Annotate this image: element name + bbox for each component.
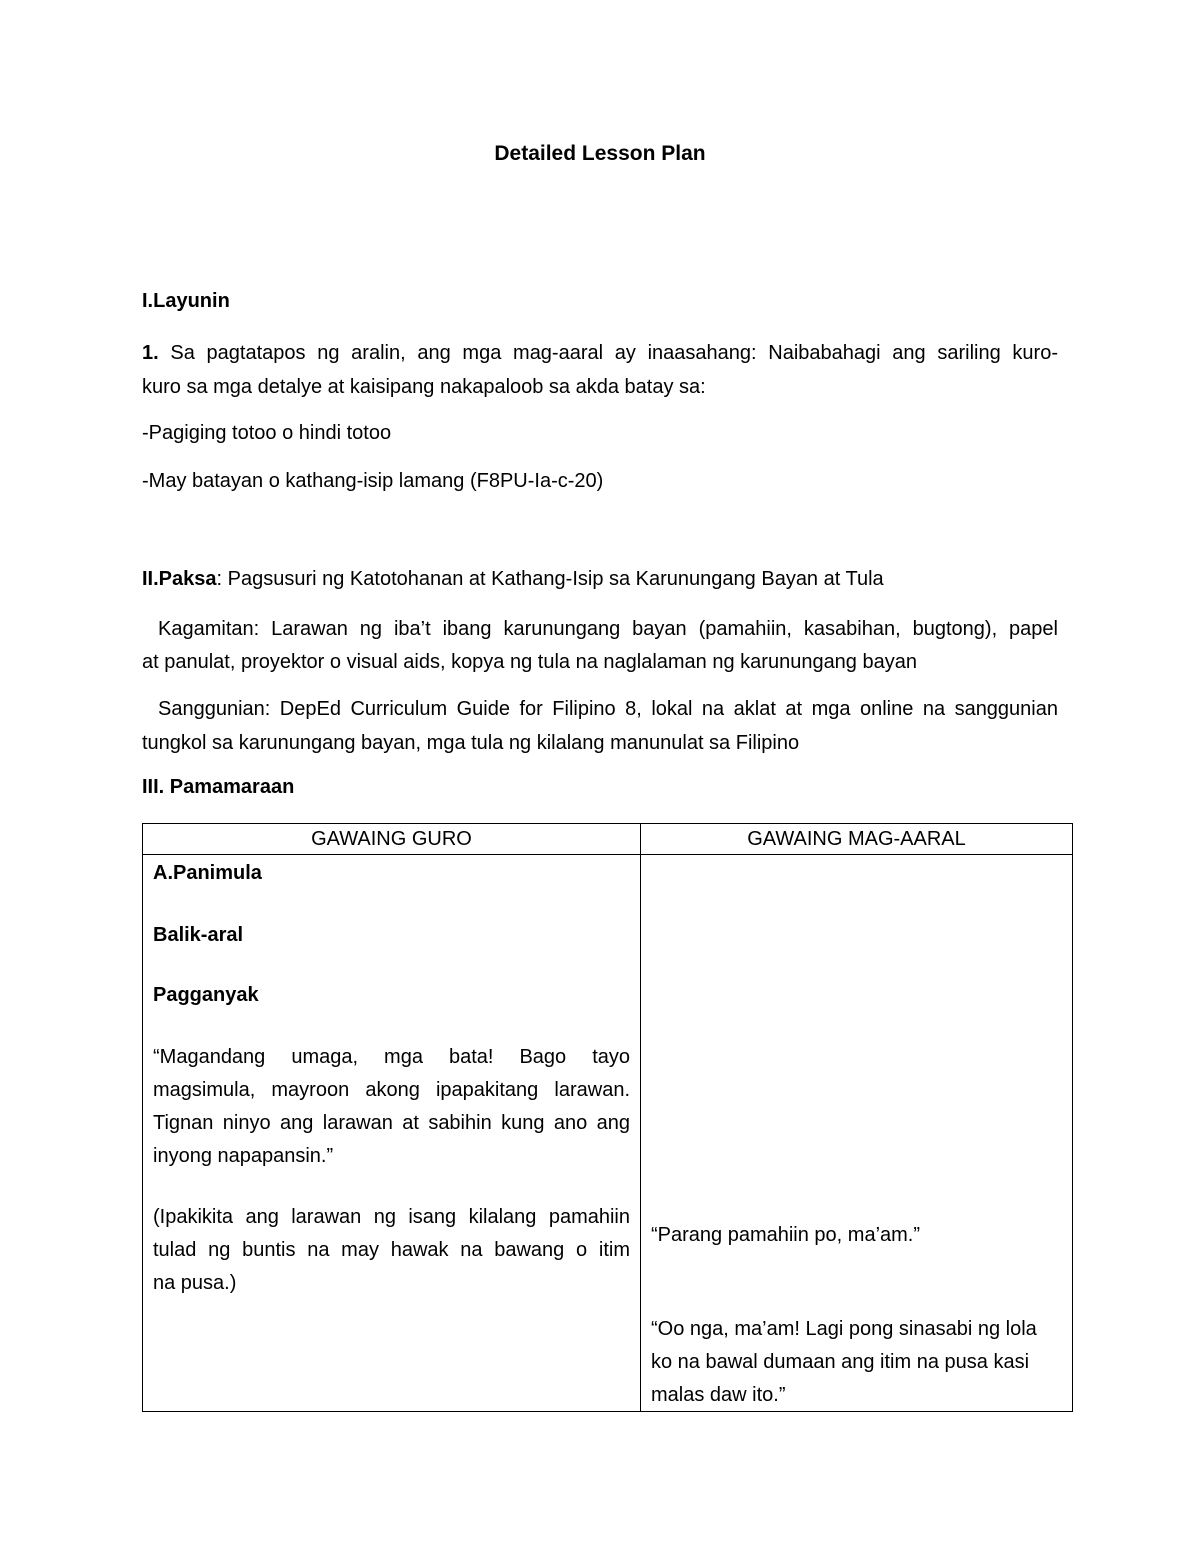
paksa-label: II.Paksa (142, 568, 217, 590)
magaaral-response-2-line-2: ko na bawal dumaan ang itim na pusa kasi (651, 1351, 1030, 1373)
guro-quote-line-1: “Magandang umaga, mga bata! Bago tayo (153, 1046, 630, 1068)
kagamitan-line-1: Kagamitan: Larawan ng iba’t ibang karunungang bayan (pamahiin, kasabihan, bugtong), papel (158, 618, 1058, 640)
paksa-text: : Pagsusuri ng Katotohanan at Kathang-Isip sa Karunungang Bayan at Tula (216, 568, 884, 590)
magaaral-cell (641, 855, 1073, 1412)
magaaral-response-2-line-3: malas daw ito.” (651, 1384, 786, 1406)
guro-cell (143, 855, 641, 1412)
panimula-heading: A.Panimula (153, 862, 262, 884)
layunin-text-1: Sa pagtatapos ng aralin, ang mga mag-aaral ay inaasahang: Naibabahagi ang sariling kuro- (170, 342, 1058, 364)
magaaral-response-2-line-1: “Oo nga, ma’am! Lagi pong sinasabi ng lola (651, 1318, 1037, 1340)
guro-note-line-1: (Ipakikita ang larawan ng isang kilalang pamahiin (153, 1206, 630, 1228)
guro-note-line-3: na pusa.) (153, 1272, 237, 1294)
layunin-item-2: -May batayan o kathang-isip lamang (F8PU-Ia-c-20) (142, 470, 604, 492)
balik-aral-heading: Balik-aral (153, 924, 244, 946)
layunin-number: 1. (142, 342, 159, 364)
guro-note-line-2: tulad ng buntis na may hawak na bawang o itim (153, 1239, 630, 1261)
magaaral-response-1: “Parang pamahiin po, ma’am.” (651, 1224, 921, 1246)
guro-quote-line-2: magsimula, mayroon akong ipapakitang larawan. (153, 1079, 630, 1101)
layunin-line-2: kuro sa mga detalye at kaisipang nakapaloob sa akda batay sa: (142, 376, 706, 398)
col-header-guro: GAWAING GURO (143, 824, 641, 855)
pamamaraan-heading: III. Pamamaraan (142, 776, 295, 798)
sanggunian-line-2: tungkol sa karunungang bayan, mga tula ng kilalang manunulat sa Filipino (142, 732, 800, 754)
layunin-heading: I.Layunin (142, 290, 230, 312)
table-header-row (143, 824, 1073, 855)
layunin-line-1 (142, 336, 1058, 370)
paksa-line (142, 562, 884, 596)
table-row (143, 855, 1073, 1412)
sanggunian-line-1: Sanggunian: DepEd Curriculum Guide for Filipino 8, lokal na aklat at mga online na sanggunian (158, 698, 1058, 720)
guro-quote-line-3: Tignan ninyo ang larawan at sabihin kung ano ang (153, 1112, 630, 1134)
guro-quote-line-4: inyong napapansin.” (153, 1145, 334, 1167)
pamamaraan-table (142, 823, 1073, 1412)
col-header-magaaral: GAWAING MAG-AARAL (641, 824, 1073, 855)
document-title: Detailed Lesson Plan (494, 142, 706, 165)
layunin-item-1: -Pagiging totoo o hindi totoo (142, 422, 392, 444)
pagganyak-heading: Pagganyak (153, 984, 259, 1006)
kagamitan-line-2: at panulat, proyektor o visual aids, kopya ng tula na naglalaman ng karunungang bayan (142, 651, 917, 673)
